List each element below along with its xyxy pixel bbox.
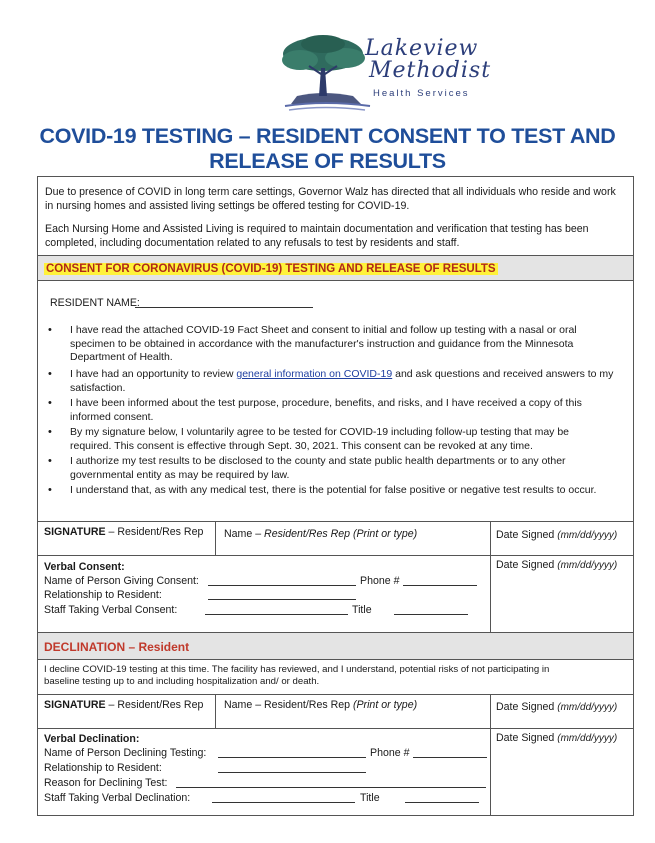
relationship-label-1: Relationship to Resident: bbox=[44, 589, 162, 601]
phone-field-1[interactable] bbox=[403, 585, 477, 586]
intro-p2-line-2: completed, including documentation related to any refusals to test by residents and staff. bbox=[45, 237, 460, 249]
bullet-icon: • bbox=[48, 368, 52, 380]
consent-bullet-6 bbox=[48, 484, 597, 498]
intro-p1-line-1: Due to presence of COVID in long term care settings, Governor Walz has directed that all individuals who reside and work bbox=[45, 186, 616, 198]
date-label-3: Date Signed bbox=[496, 701, 558, 713]
signature-sub-2: – Resident/Res Rep bbox=[105, 699, 204, 711]
name-print-2: (Print or type) bbox=[352, 699, 418, 711]
relationship-field-1[interactable] bbox=[208, 599, 356, 600]
date-signed-field-4[interactable] bbox=[496, 731, 617, 746]
verbal-consent-title: Verbal Consent: bbox=[44, 561, 125, 573]
divider bbox=[215, 694, 216, 728]
date-label-4: Date Signed bbox=[496, 732, 558, 744]
date-signed-field-1[interactable] bbox=[496, 528, 617, 543]
declining-field[interactable] bbox=[218, 757, 366, 758]
verbal-declination-title: Verbal Declination: bbox=[44, 733, 140, 745]
bullet-2-line-2: satisfaction. bbox=[70, 381, 126, 394]
signature-label-1: SIGNATURE bbox=[44, 526, 106, 538]
title-label-1: Title bbox=[352, 604, 372, 616]
consent-header bbox=[44, 262, 498, 276]
signature-field-2[interactable] bbox=[44, 698, 203, 712]
title-field-2[interactable] bbox=[405, 802, 479, 803]
reason-label: Reason for Declining Test: bbox=[44, 777, 168, 789]
bullet-icon: • bbox=[48, 397, 52, 409]
bullet-icon: • bbox=[48, 484, 52, 496]
logo-text bbox=[365, 38, 491, 99]
consent-bullet-3 bbox=[48, 397, 582, 424]
giving-consent-label: Name of Person Giving Consent: bbox=[44, 575, 199, 587]
bullet-6-line-1: I understand that, as with any medical test, there is the potential for false positive or negative test results to occur. bbox=[70, 484, 597, 496]
resident-name-label: RESIDENT NAME: bbox=[50, 297, 140, 309]
bullet-icon: • bbox=[48, 455, 52, 467]
logo-line-1: Lakeview bbox=[365, 36, 479, 61]
divider bbox=[37, 694, 634, 695]
bullet-2-post: and ask questions and received answers to my bbox=[392, 368, 614, 380]
logo-line-2: Methodist bbox=[369, 58, 492, 83]
bullet-4-line-2: required. This consent is effective through Sept. 30, 2021. This consent can be revoked at any time. bbox=[70, 439, 533, 452]
bullet-2-pre: I have had an opportunity to review bbox=[70, 368, 237, 380]
divider bbox=[490, 694, 491, 816]
divider bbox=[37, 521, 634, 522]
name-pre-2: Name – Resident/Res Rep bbox=[224, 699, 353, 711]
divider bbox=[490, 521, 491, 555]
date-label-1: Date Signed bbox=[496, 529, 558, 541]
covid-info-link[interactable]: general information on COVID-19 bbox=[236, 368, 393, 380]
intro-p2-line-1: Each Nursing Home and Assisted Living is required to maintain documentation and verification that testing has been bbox=[45, 223, 589, 235]
consent-bullet-5 bbox=[48, 455, 566, 482]
relationship-label-2: Relationship to Resident: bbox=[44, 762, 162, 774]
bullet-icon: • bbox=[48, 324, 52, 336]
staff-consent-label: Staff Taking Verbal Consent: bbox=[44, 604, 178, 616]
bullet-4-line-1: By my signature below, I voluntarily agree to be tested for COVID-19 including follow-up testing that may be bbox=[70, 426, 570, 438]
date-format-1: (mm/dd/yyyy) bbox=[557, 530, 618, 541]
phone-field-2[interactable] bbox=[413, 757, 487, 758]
staff-decl-label: Staff Taking Verbal Declination: bbox=[44, 792, 191, 804]
declination-text-line-2: baseline testing up to and including hospitalization and/ or death. bbox=[44, 676, 320, 687]
name-print-field-2[interactable] bbox=[224, 698, 417, 712]
page-title bbox=[20, 124, 635, 174]
bullet-1-line-3: Department of Health. bbox=[70, 351, 173, 363]
title-line-1: COVID-19 TESTING – RESIDENT CONSENT TO TEST AND bbox=[39, 124, 616, 148]
date-format-3: (mm/dd/yyyy) bbox=[557, 702, 618, 713]
bullet-3-line-1: I have been informed about the test purpose, procedure, benefits, and risks, and I have received a copy of this bbox=[70, 397, 582, 409]
consent-bullet-1 bbox=[48, 324, 577, 365]
bullet-icon: • bbox=[48, 426, 52, 438]
divider bbox=[37, 659, 634, 660]
bullet-5-line-1: I authorize my test results to be disclosed to the county and state public health departments or to any other bbox=[70, 455, 566, 467]
date-format-4: (mm/dd/yyyy) bbox=[557, 733, 618, 744]
bullet-1-line-1: I have read the attached COVID-19 Fact Sheet and consent to initial and follow up testing with a nasal or oral bbox=[70, 324, 577, 336]
signature-label-2: SIGNATURE bbox=[44, 699, 106, 711]
consent-bullet-2 bbox=[48, 368, 614, 395]
title-label-2: Title bbox=[360, 792, 380, 804]
declination-text-line-1: I decline COVID-19 testing at this time. The facility has reviewed, and I understand, potential risks of not participating in bbox=[44, 664, 550, 675]
declining-label: Name of Person Declining Testing: bbox=[44, 747, 207, 759]
giving-consent-field[interactable] bbox=[208, 585, 356, 586]
date-label-2: Date Signed bbox=[496, 559, 558, 571]
declination-header: DECLINATION – Resident bbox=[44, 640, 190, 654]
title-line-2: RELEASE OF RESULTS bbox=[209, 149, 446, 173]
consent-header-text: CONSENT FOR CORONAVIRUS (COVID-19) TESTING AND RELEASE OF RESULTS bbox=[46, 263, 496, 275]
divider bbox=[490, 555, 491, 632]
name-print-1: Resident/Res Rep (Print or type) bbox=[264, 528, 418, 540]
phone-label-1: Phone # bbox=[360, 575, 400, 587]
divider bbox=[37, 280, 634, 281]
date-signed-field-2[interactable] bbox=[496, 558, 617, 573]
bullet-5-line-2: governmental entity as may be required by law. bbox=[70, 468, 290, 481]
consent-bullet-4 bbox=[48, 426, 570, 453]
title-field-1[interactable] bbox=[394, 614, 468, 615]
bullet-1-line-2: specimen to be obtained in accordance with the manufacturer's instruction and guidance from the Minnesota bbox=[70, 337, 574, 350]
relationship-field-2[interactable] bbox=[218, 772, 366, 773]
name-print-field-1[interactable] bbox=[224, 527, 417, 541]
name-pre-1: Name – bbox=[224, 528, 265, 540]
staff-consent-field[interactable] bbox=[205, 614, 348, 615]
bullet-3-line-2: informed consent. bbox=[70, 410, 154, 423]
date-signed-field-3[interactable] bbox=[496, 700, 617, 715]
staff-decl-field[interactable] bbox=[212, 802, 355, 803]
reason-field[interactable] bbox=[176, 787, 486, 788]
date-format-2: (mm/dd/yyyy) bbox=[557, 560, 618, 571]
divider bbox=[215, 521, 216, 555]
phone-label-2: Phone # bbox=[370, 747, 410, 759]
resident-name-field[interactable] bbox=[135, 307, 313, 308]
divider bbox=[37, 555, 634, 556]
signature-sub-1: – Resident/Res Rep bbox=[105, 526, 204, 538]
signature-field-1[interactable] bbox=[44, 525, 203, 539]
divider bbox=[37, 728, 634, 729]
logo-line-3: Health Services bbox=[373, 88, 470, 99]
intro-p1-line-2: in nursing homes and assisted living settings be offered testing for COVID-19. bbox=[45, 200, 410, 212]
